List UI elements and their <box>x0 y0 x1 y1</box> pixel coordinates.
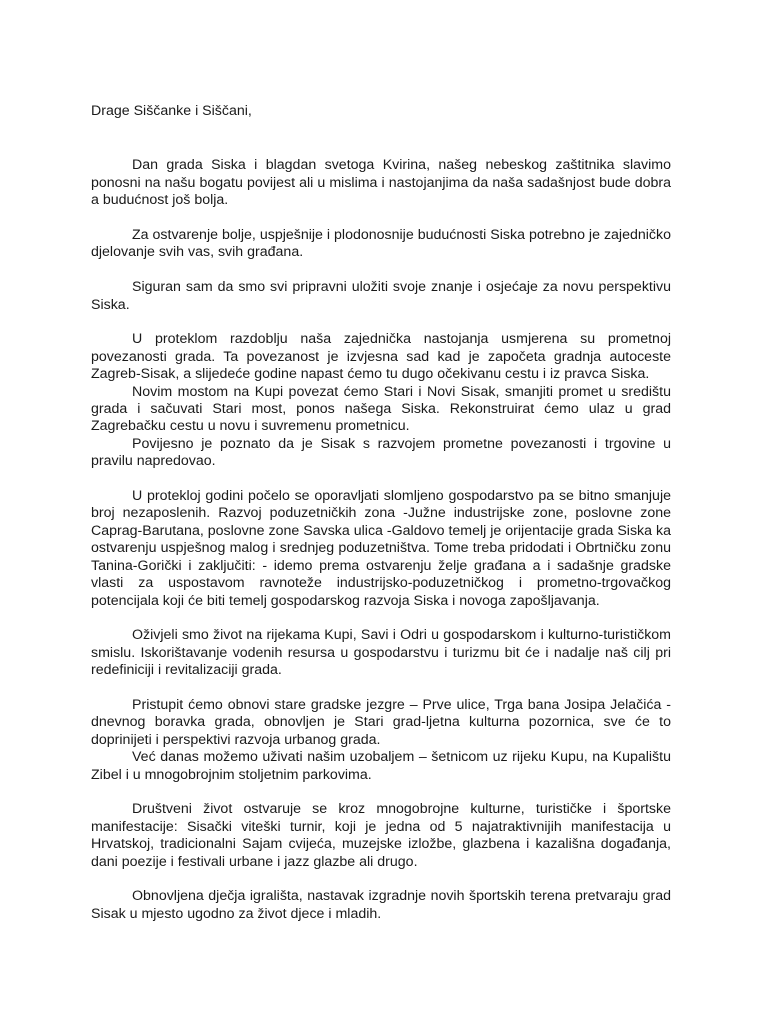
letter-paragraph-8: Oživjeli smo život na rijekama Kupi, Savi i Odri u gospodarskom i kulturno-turističkom smislu. Iskorištavanje vodenih resursa u gospodarstvu i turizmu bit će i nadalje naš cilj pri redefiniciji i revitalizaciji grada. <box>91 627 671 679</box>
letter-paragraph-10: Već danas možemo uživati našim uzobaljem – šetnicom uz rijeku Kupu, na Kupalištu Zibel i u mnogobrojnim stoljetnim parkovima. <box>91 749 671 783</box>
letter-page <box>91 103 671 923</box>
letter-paragraph-1: Dan grada Siska i blagdan svetoga Kvirina, našeg nebeskog zaštitnika slavimo ponosni na našu bogatu povijest ali u mislima i nastojanjima da naša sadašnjost bude dobra a budućnost još bolja. <box>91 157 671 209</box>
letter-paragraph-7: U proteklој godini počelo se oporavljati slomljeno gospodarstvo pa se bitno smanjuje broj nezaposlenih. Razvoj poduzetničkih zona -Južne industrijske zone, poslovne zone Caprag-Barutana, poslovne zone Savska ulica -Galdovo temelj je orijentacije grada Siska ka ostvarenju uspješnog malog i srednjeg poduzetništva. Tome treba pridodati i Obrtničku zonu Tanina-Gorički i zaključiti: - idemo prema ostvarenju želje građana a i sadašnje gradske vlasti za uspostavom ravnoteže industrijsko-poduzetničkog i prometno-trgovačkog potencijala koji će biti temelj gospodarskog razvoja Siska i novoga zapošljavanja. <box>91 488 671 609</box>
letter-paragraph-12: Obnovljena dječja igrališta, nastavak izgradnje novih športskih terena pretvaraju grad Sisak u mjesto ugodno za život djece i mladih. <box>91 888 671 922</box>
letter-paragraph-9: Pristupit ćemo obnovi stare gradske jezgre – Prve ulice, Trga bana Josipa Jelačića - dnevnog boravka grada, obnovljen je Stari grad-ljetna kulturna pozornica, sve će to doprinijeti i perspektivi razvoja urbanog grada. <box>91 696 671 748</box>
letter-paragraph-11: Društveni život ostvaruje se kroz mnogobrojne kulturne, turističke i športske manifestacije: Sisački viteški turnir, koji je jedna od 5 najatraktivnijih manifestacija u Hrvatskoj, tradicionalni Sajam cvijeća, muzejske izložbe, glazbena i kazališna događanja, dani poezije i festivali urbane i jazz glazbe ali drugo. <box>91 801 671 870</box>
letter-paragraph-6: Povijesno je poznato da je Sisak s razvojem prometne povezanosti i trgovine u pravilu napredovao. <box>91 435 671 470</box>
letter-salutation: Drage Siščanke i Siščani, <box>91 103 252 119</box>
letter-paragraph-4: U proteklom razdoblju naša zajednička nastojanja usmjerena su prometnoj povezanosti grada. Ta povezanost je izvjesna sad kad je započeta gradnja autoceste Zagreb-Sisak, a slijedeće godine napast ćemo tu dugo očekivanu cestu i iz pravca Siska. <box>91 331 671 383</box>
letter-paragraph-2: Za ostvarenje bolje, uspješnije i plodonosnije budućnosti Siska potrebno je zajedničko djelovanje svih vas, svih građana. <box>91 227 671 261</box>
letter-paragraph-5: Novim mostom na Kupi povezat ćemo Stari i Novi Sisak, smanjiti promet u središtu grada i sačuvati Stari most, ponos našega Siska. Rekonstruirat ćemo ulaz u grad Zagrebačku cestu u novu i suvremenu prometnicu. <box>91 383 671 435</box>
letter-paragraph-3: Siguran sam da smo svi pripravni uložiti svoje znanje i osjećaje za novu perspektivu Siska. <box>91 279 671 313</box>
